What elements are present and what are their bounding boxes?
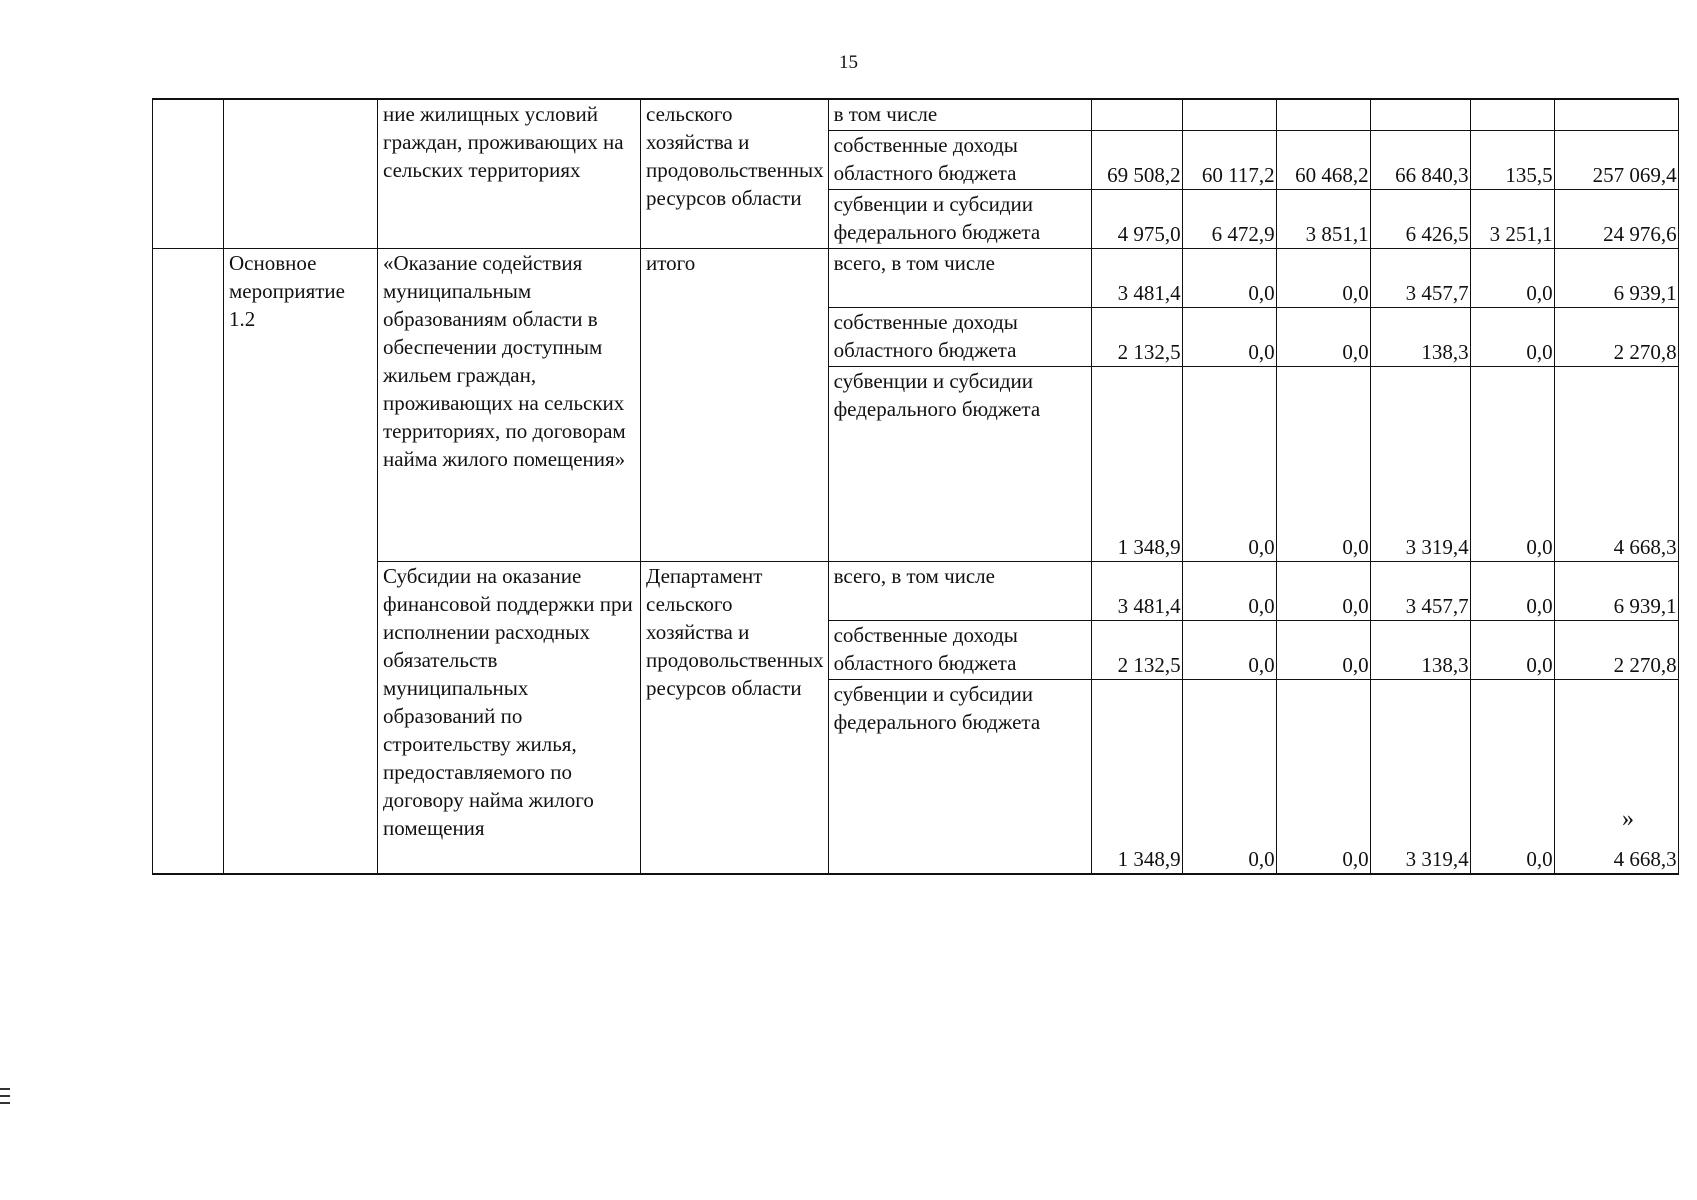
- value-cell: 0,0: [1182, 679, 1276, 874]
- value-cell: 0,0: [1470, 307, 1554, 366]
- executor-cell: итого: [641, 248, 829, 561]
- value-cell: 0,0: [1276, 620, 1370, 679]
- value-cell: 0,0: [1470, 248, 1554, 307]
- value-cell: 0,0: [1276, 248, 1370, 307]
- value-cell: 2 270,8: [1554, 620, 1678, 679]
- value-cell: 69 508,2: [1091, 130, 1182, 189]
- value-cell: 4 668,3: [1554, 679, 1678, 874]
- value-cell: 0,0: [1182, 307, 1276, 366]
- value-cell: [1554, 99, 1678, 130]
- measure-name-cell: ние жилищных условий граждан, проживающих на сельских территориях: [378, 99, 641, 248]
- table-row: [153, 561, 1679, 620]
- funding-source-cell: всего, в том числе: [828, 561, 1091, 620]
- value-cell: 1 348,9: [1091, 366, 1182, 561]
- value-cell: 0,0: [1276, 366, 1370, 561]
- value-cell: 3 319,4: [1370, 366, 1470, 561]
- value-cell: 0,0: [1276, 561, 1370, 620]
- value-cell: 138,3: [1370, 620, 1470, 679]
- value-cell: 2 132,5: [1091, 307, 1182, 366]
- value-cell: [1370, 99, 1470, 130]
- value-cell: 24 976,6: [1554, 189, 1678, 248]
- value-cell: 4 975,0: [1091, 189, 1182, 248]
- budget-table: [152, 98, 1679, 875]
- value-cell: 3 457,7: [1370, 561, 1470, 620]
- value-cell: 0,0: [1276, 307, 1370, 366]
- funding-source-cell: собственные доходы областного бюджета: [828, 130, 1091, 189]
- value-cell: 3 251,1: [1470, 189, 1554, 248]
- funding-source-cell: собственные доходы областного бюджета: [828, 620, 1091, 679]
- value-cell: 4 668,3: [1554, 366, 1678, 561]
- table-row: [153, 248, 1679, 307]
- value-cell: 0,0: [1182, 620, 1276, 679]
- value-cell: 0,0: [1182, 561, 1276, 620]
- value-cell: 2 132,5: [1091, 620, 1182, 679]
- value-cell: 3 457,7: [1370, 248, 1470, 307]
- funding-source-cell: всего, в том числе: [828, 248, 1091, 307]
- table-row: [153, 99, 1679, 130]
- value-cell: 3 851,1: [1276, 189, 1370, 248]
- scan-artifact-mark: [0, 1102, 10, 1104]
- executor-cell: Департамент сельского хозяйства и продовольственных ресурсов области: [641, 561, 829, 874]
- value-cell: 257 069,4: [1554, 130, 1678, 189]
- measure-name-cell: Субсидии на оказание финансовой поддержки при исполнении расходных обязательств муниципальных образований по строительству жилья, предоставляемого по договору найма жилого помещения: [378, 561, 641, 874]
- value-cell: 2 270,8: [1554, 307, 1678, 366]
- value-cell: 138,3: [1370, 307, 1470, 366]
- value-cell: 66 840,3: [1370, 130, 1470, 189]
- funding-source-cell: в том числе: [828, 99, 1091, 130]
- value-cell: 3 319,4: [1370, 679, 1470, 874]
- value-cell: 60 117,2: [1182, 130, 1276, 189]
- value-cell: 0,0: [1182, 248, 1276, 307]
- value-cell: 6 939,1: [1554, 248, 1678, 307]
- closing-quote: »: [1622, 806, 1634, 832]
- measure-name-cell: «Оказание содействия муниципальным образованиям области в обеспечении доступным жильем граждан, проживающих на сельских территориях, по договорам найма жилого помещения»: [378, 248, 641, 561]
- index-cell: [153, 248, 224, 874]
- value-cell: 6 426,5: [1370, 189, 1470, 248]
- funding-source-cell: субвенции и субсидии федерального бюджета: [828, 189, 1091, 248]
- value-cell: 6 939,1: [1554, 561, 1678, 620]
- value-cell: [1276, 99, 1370, 130]
- value-cell: 0,0: [1182, 366, 1276, 561]
- activity-type-cell: Основное мероприятие 1.2: [224, 248, 378, 874]
- value-cell: 6 472,9: [1182, 189, 1276, 248]
- value-cell: 60 468,2: [1276, 130, 1370, 189]
- value-cell: 0,0: [1276, 679, 1370, 874]
- value-cell: 135,5: [1470, 130, 1554, 189]
- page-number: 15: [839, 52, 858, 73]
- index-cell: [153, 99, 224, 248]
- funding-source-cell: субвенции и субсидии федерального бюджета: [828, 366, 1091, 561]
- value-cell: 0,0: [1470, 679, 1554, 874]
- value-cell: [1182, 99, 1276, 130]
- value-cell: [1470, 99, 1554, 130]
- value-cell: 0,0: [1470, 561, 1554, 620]
- value-cell: 0,0: [1470, 366, 1554, 561]
- value-cell: 3 481,4: [1091, 561, 1182, 620]
- executor-cell: сельского хозяйства и продовольственных ресурсов области: [641, 99, 829, 248]
- scan-artifact-mark: [0, 1088, 10, 1090]
- activity-type-cell: [224, 99, 378, 248]
- funding-source-cell: собственные доходы областного бюджета: [828, 307, 1091, 366]
- value-cell: [1091, 99, 1182, 130]
- funding-source-cell: субвенции и субсидии федерального бюджета: [828, 679, 1091, 874]
- value-cell: 3 481,4: [1091, 248, 1182, 307]
- scan-artifact-mark: [0, 1095, 10, 1097]
- value-cell: 1 348,9: [1091, 679, 1182, 874]
- value-cell: 0,0: [1470, 620, 1554, 679]
